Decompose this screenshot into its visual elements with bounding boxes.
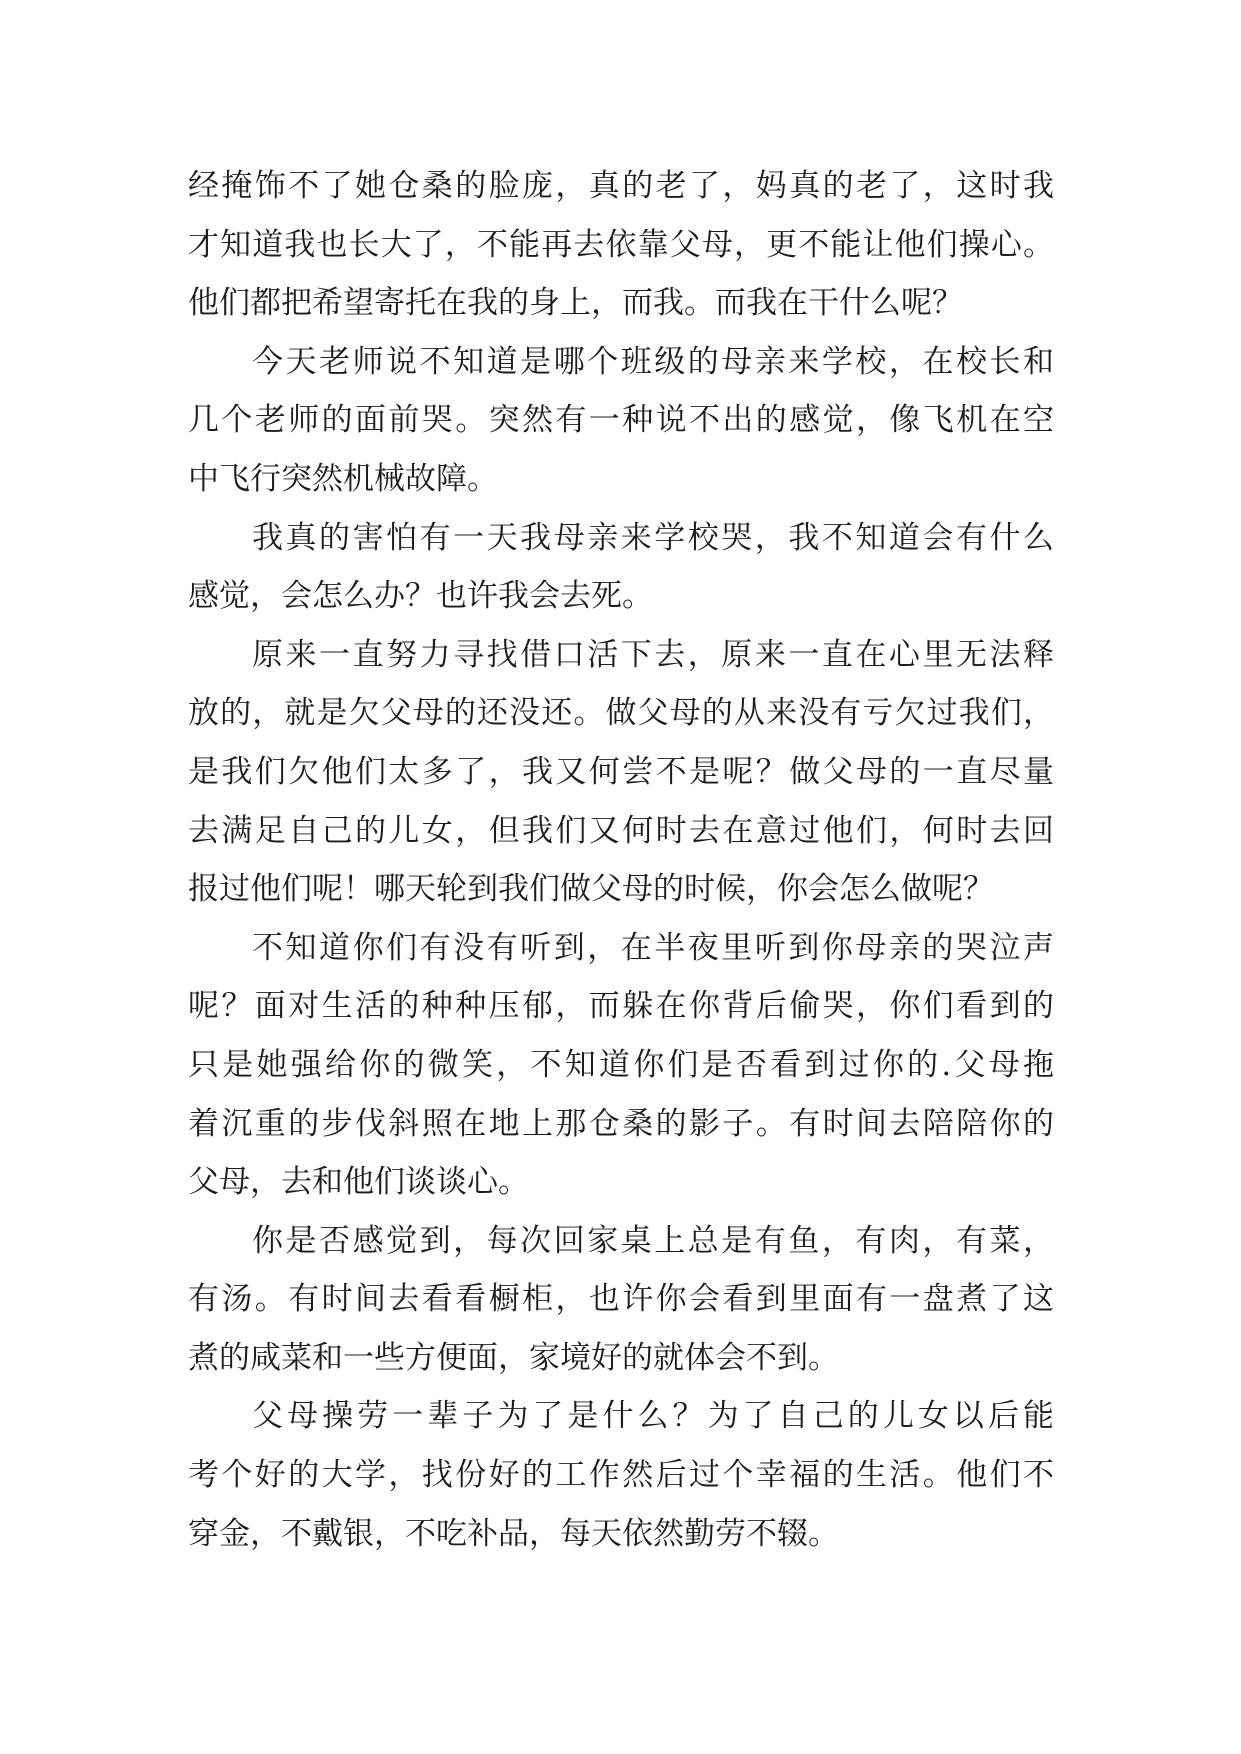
text-line: 呢？面对生活的种种压郁，而躲在你背后偷哭，你们看到的: [188, 988, 1054, 1025]
text-line: 他们都把希望寄托在我的身上，而我。而我在干什么呢？: [188, 285, 963, 322]
text-line: 经掩饰不了她仓桑的脸庞，真的老了，妈真的老了，这时我: [188, 168, 1054, 204]
text-line: 父母，去和他们谈谈心。: [188, 1164, 529, 1201]
text-line: 煮的咸菜和一些方便面，家境好的就体会不到。: [188, 1339, 839, 1376]
paragraph: [188, 919, 1054, 1212]
text-line: 考个好的大学，找份好的工作然后过个幸福的生活。他们不: [188, 1457, 1054, 1494]
paragraph: [188, 509, 1054, 626]
text-line: 穿金，不戴银，不吃补品，每天依然勤劳不辍。: [188, 1515, 839, 1552]
text-line: 去满足自己的儿女，但我们又何时去在意过他们，何时去回: [188, 812, 1054, 849]
paragraph: [188, 1212, 1054, 1388]
paragraph: [188, 1387, 1054, 1563]
document-body: [188, 157, 1054, 1563]
text-line: 只是她强给你的微笑，不知道你们是否看到过你的.父母拖: [188, 1046, 1054, 1083]
text-line: 今天老师说不知道是哪个班级的母亲来学校，在校长和: [252, 343, 1054, 380]
text-line: 是我们欠他们太多了，我又何尝不是呢？做父母的一直尽量: [188, 753, 1054, 790]
text-line: 原来一直努力寻找借口活下去，原来一直在心里无法释: [252, 636, 1054, 673]
paragraph: [188, 333, 1054, 509]
text-line: 中飞行突然机械故障。: [188, 460, 498, 497]
text-line: 着沉重的步伐斜照在地上那仓桑的影子。有时间去陪陪你的: [188, 1105, 1054, 1142]
paragraph: [188, 626, 1054, 919]
text-line: 不知道你们有没有听到，在半夜里听到你母亲的哭泣声: [252, 929, 1054, 966]
text-line: 才知道我也长大了，不能再去依靠父母，更不能让他们操心。: [188, 226, 1054, 263]
text-line: 你是否感觉到，每次回家桌上总是有鱼，有肉，有菜，: [252, 1222, 1054, 1259]
text-line: 我真的害怕有一天我母亲来学校哭，我不知道会有什么: [252, 519, 1054, 556]
text-line: 有汤。有时间去看看橱柜，也许你会看到里面有一盘煮了这: [188, 1281, 1054, 1318]
text-line: 几个老师的面前哭。突然有一种说不出的感觉，像飞机在空: [188, 402, 1054, 439]
text-line: 报过他们呢！哪天轮到我们做父母的时候，你会怎么做呢？: [188, 871, 994, 908]
text-line: 父母操劳一辈子为了是什么？为了自己的儿女以后能: [252, 1398, 1054, 1435]
text-line: 放的，就是欠父母的还没还。做父母的从来没有亏欠过我们，: [188, 695, 1054, 732]
paragraph: [188, 157, 1054, 333]
text-line: 感觉，会怎么办？也许我会去死。: [188, 578, 653, 615]
